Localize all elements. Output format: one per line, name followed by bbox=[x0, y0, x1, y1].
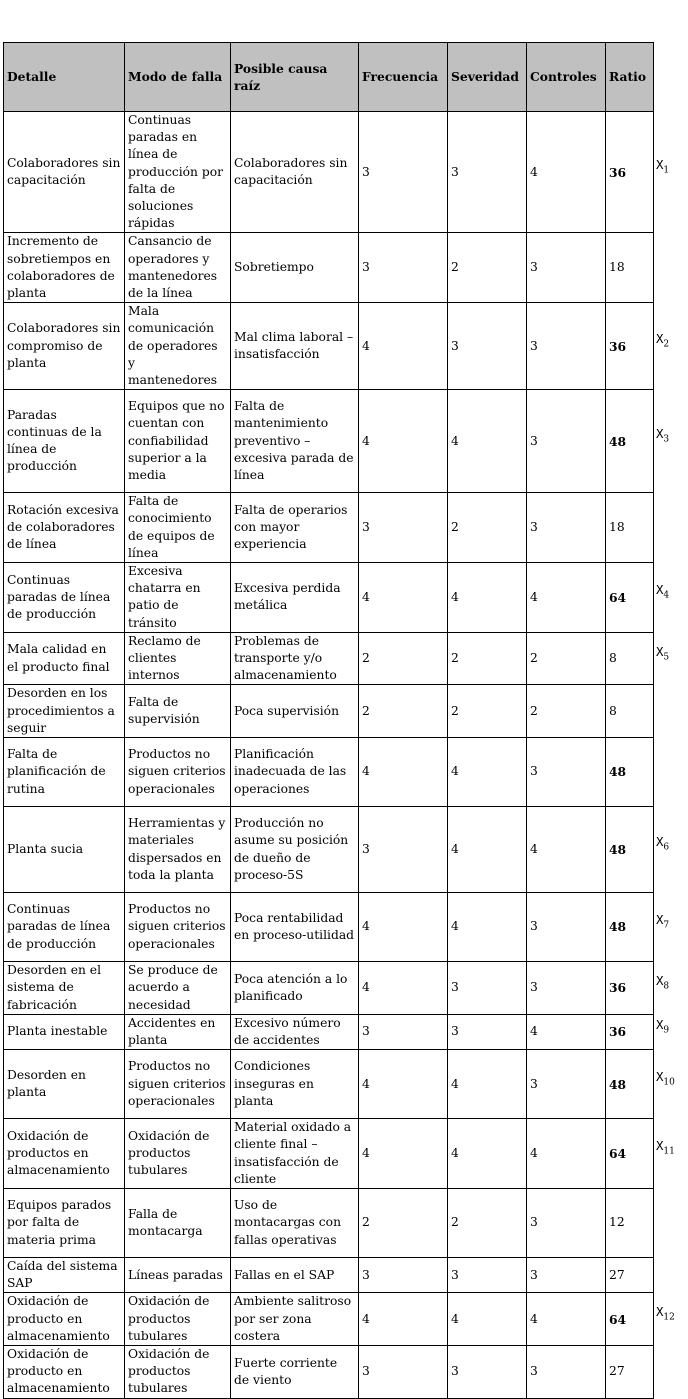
cell-modo: Accidentes en planta bbox=[125, 1014, 231, 1049]
cell-frecuencia: 2 bbox=[359, 1188, 448, 1257]
cell-causa: Colaboradores sin capacitación bbox=[231, 112, 359, 233]
row-mark-letter: X bbox=[656, 426, 664, 441]
cell-detalle: Equipos parados por falta de materia prima bbox=[4, 1188, 125, 1257]
row-mark-index: 5 bbox=[663, 651, 670, 662]
cell-detalle: Caída del sistema SAP bbox=[4, 1257, 125, 1292]
cell-controles: 2 bbox=[527, 632, 606, 685]
cell-severidad: 4 bbox=[448, 738, 527, 807]
row-mark-index: 6 bbox=[663, 842, 670, 853]
cell-causa: Mal clima laboral – insatisfacción bbox=[231, 303, 359, 390]
cell-ratio: 12 bbox=[606, 1188, 654, 1257]
cell-detalle: Desorden en planta bbox=[4, 1050, 125, 1119]
cell-ratio: 27 bbox=[606, 1345, 654, 1398]
table-row bbox=[4, 493, 654, 563]
row-mark-letter: X bbox=[656, 644, 664, 659]
cell-severidad: 4 bbox=[448, 563, 527, 633]
cell-severidad: 2 bbox=[448, 233, 527, 303]
cell-frecuencia: 3 bbox=[359, 112, 448, 233]
row-mark-x3 bbox=[656, 427, 669, 444]
cell-controles: 4 bbox=[527, 1119, 606, 1189]
table-row bbox=[4, 962, 654, 1015]
row-mark-letter: X bbox=[656, 583, 664, 597]
cell-severidad: 4 bbox=[448, 1050, 527, 1119]
cell-severidad: 2 bbox=[448, 632, 527, 685]
row-mark-letter: X bbox=[656, 835, 664, 849]
cell-detalle: Continuas paradas de línea de producción bbox=[4, 563, 125, 633]
cell-ratio: 36 bbox=[606, 303, 654, 390]
cell-controles: 3 bbox=[527, 1188, 606, 1257]
row-mark-x1 bbox=[656, 158, 669, 175]
cell-ratio: 48 bbox=[606, 893, 654, 962]
cell-causa: Producción no asume su posición de dueño de proceso-5S bbox=[231, 807, 359, 893]
table-row bbox=[4, 1050, 654, 1119]
cell-causa: Excesiva perdida metálica bbox=[231, 563, 359, 633]
header-ratio: Ratio bbox=[606, 43, 654, 112]
cell-modo: Falta de supervisión bbox=[125, 685, 231, 738]
cell-severidad: 4 bbox=[448, 893, 527, 962]
cell-modo: Cansancio de operadores y mantenedores de la línea bbox=[125, 233, 231, 303]
table-header-row bbox=[4, 43, 654, 112]
cell-severidad: 2 bbox=[448, 493, 527, 563]
cell-detalle: Incremento de sobretiempos en colaboradores de planta bbox=[4, 233, 125, 303]
cell-causa: Sobretiempo bbox=[231, 233, 359, 303]
table-row bbox=[4, 632, 654, 685]
cell-frecuencia: 3 bbox=[359, 807, 448, 893]
cell-modo: Falta de conocimiento de equipos de línea bbox=[125, 493, 231, 563]
cell-controles: 3 bbox=[527, 1345, 606, 1398]
cell-ratio: 27 bbox=[606, 1257, 654, 1292]
table-row bbox=[4, 1188, 654, 1257]
cell-detalle: Desorden en los procedimientos a seguir bbox=[4, 685, 125, 738]
cell-detalle: Colaboradores sin compromiso de planta bbox=[4, 303, 125, 390]
cell-severidad: 3 bbox=[448, 962, 527, 1015]
cell-modo: Se produce de acuerdo a necesidad bbox=[125, 962, 231, 1015]
cell-controles: 3 bbox=[527, 738, 606, 807]
table-row bbox=[4, 807, 654, 893]
cell-modo: Productos no siguen criterios operacionales bbox=[125, 738, 231, 807]
row-mark-x5 bbox=[656, 645, 669, 662]
cell-detalle: Desorden en el sistema de fabricación bbox=[4, 962, 125, 1015]
cell-causa: Planificación inadecuada de las operaciones bbox=[231, 738, 359, 807]
cell-severidad: 2 bbox=[448, 685, 527, 738]
cell-frecuencia: 4 bbox=[359, 303, 448, 390]
row-mark-letter: X bbox=[656, 1139, 664, 1153]
cell-frecuencia: 4 bbox=[359, 563, 448, 633]
cell-frecuencia: 3 bbox=[359, 1257, 448, 1292]
row-mark-x12 bbox=[656, 1305, 675, 1322]
cell-frecuencia: 3 bbox=[359, 1345, 448, 1398]
cell-controles: 4 bbox=[527, 807, 606, 893]
row-mark-index: 11 bbox=[663, 1146, 675, 1157]
row-mark-x4 bbox=[656, 583, 669, 600]
cell-frecuencia: 4 bbox=[359, 1050, 448, 1119]
cell-ratio: 8 bbox=[606, 685, 654, 738]
cell-ratio: 64 bbox=[606, 563, 654, 633]
cell-ratio: 64 bbox=[606, 1293, 654, 1346]
row-mark-letter: X bbox=[656, 331, 664, 346]
cell-ratio: 48 bbox=[606, 1050, 654, 1119]
cell-modo: Continuas paradas en línea de producción por falta de soluciones rápidas bbox=[125, 112, 231, 233]
header-controles: Controles bbox=[527, 43, 606, 112]
cell-detalle: Paradas continuas de la línea de producción bbox=[4, 390, 125, 493]
cell-frecuencia: 4 bbox=[359, 962, 448, 1015]
cell-controles: 3 bbox=[527, 303, 606, 390]
row-mark-x6 bbox=[656, 835, 669, 852]
cell-controles: 3 bbox=[527, 1050, 606, 1119]
row-mark-x2 bbox=[656, 332, 669, 349]
cell-causa: Falta de operarios con mayor experiencia bbox=[231, 493, 359, 563]
table-row bbox=[4, 303, 654, 390]
cell-causa: Uso de montacargas con fallas operativas bbox=[231, 1188, 359, 1257]
cell-causa: Fallas en el SAP bbox=[231, 1257, 359, 1292]
cell-modo: Mala comunicación de operadores y mantenedores bbox=[125, 303, 231, 390]
cell-severidad: 3 bbox=[448, 112, 527, 233]
cell-frecuencia: 3 bbox=[359, 1014, 448, 1049]
cell-causa: Poca atención a lo planificado bbox=[231, 962, 359, 1015]
cell-modo: Falla de montacarga bbox=[125, 1188, 231, 1257]
cell-frecuencia: 4 bbox=[359, 1119, 448, 1189]
cell-ratio: 36 bbox=[606, 962, 654, 1015]
cell-modo: Herramientas y materiales dispersados en toda la planta bbox=[125, 807, 231, 893]
cell-controles: 3 bbox=[527, 962, 606, 1015]
table-row bbox=[4, 1014, 654, 1049]
row-mark-letter: X bbox=[656, 1304, 664, 1319]
cell-severidad: 3 bbox=[448, 1345, 527, 1398]
cell-modo: Productos no siguen criterios operacionales bbox=[125, 1050, 231, 1119]
row-mark-index: 7 bbox=[663, 919, 670, 930]
cell-ratio: 48 bbox=[606, 390, 654, 493]
cell-severidad: 2 bbox=[448, 1188, 527, 1257]
cell-controles: 3 bbox=[527, 1257, 606, 1292]
table-row bbox=[4, 1257, 654, 1292]
cell-detalle: Mala calidad en el producto final bbox=[4, 632, 125, 685]
cell-controles: 3 bbox=[527, 493, 606, 563]
cell-detalle: Rotación excesiva de colaboradores de línea bbox=[4, 493, 125, 563]
table-row bbox=[4, 1119, 654, 1189]
cell-detalle: Oxidación de productos en almacenamiento bbox=[4, 1119, 125, 1189]
cell-ratio: 18 bbox=[606, 233, 654, 303]
header-detalle: Detalle bbox=[4, 43, 125, 112]
cell-modo: Productos no siguen criterios operacionales bbox=[125, 893, 231, 962]
cell-causa: Excesivo número de accidentes bbox=[231, 1014, 359, 1049]
table-row bbox=[4, 738, 654, 807]
cell-modo: Oxidación de productos tubulares bbox=[125, 1119, 231, 1189]
table-row bbox=[4, 563, 654, 633]
header-modo-de-falla: Modo de falla bbox=[125, 43, 231, 112]
cell-detalle: Planta inestable bbox=[4, 1014, 125, 1049]
row-mark-x11 bbox=[656, 1139, 675, 1156]
row-mark-letter: X bbox=[656, 912, 664, 927]
row-mark-index: 9 bbox=[663, 1024, 670, 1035]
cell-controles: 4 bbox=[527, 112, 606, 233]
cell-controles: 2 bbox=[527, 685, 606, 738]
cell-controles: 3 bbox=[527, 233, 606, 303]
cell-ratio: 18 bbox=[606, 493, 654, 563]
table-body bbox=[4, 112, 654, 1399]
table-row bbox=[4, 1345, 654, 1398]
cell-severidad: 4 bbox=[448, 807, 527, 893]
cell-controles: 4 bbox=[527, 1014, 606, 1049]
cell-ratio: 48 bbox=[606, 738, 654, 807]
cell-causa: Material oxidado a cliente final – insatisfacción de cliente bbox=[231, 1119, 359, 1189]
fmea-table bbox=[3, 42, 654, 1399]
cell-causa: Poca supervisión bbox=[231, 685, 359, 738]
cell-severidad: 4 bbox=[448, 390, 527, 493]
cell-detalle: Falta de planificación de rutina bbox=[4, 738, 125, 807]
cell-controles: 4 bbox=[527, 1293, 606, 1346]
row-mark-x9 bbox=[656, 1018, 669, 1035]
table-row bbox=[4, 685, 654, 738]
cell-frecuencia: 2 bbox=[359, 632, 448, 685]
cell-controles: 3 bbox=[527, 390, 606, 493]
row-mark-x10 bbox=[656, 1070, 675, 1087]
row-mark-index: 4 bbox=[663, 590, 670, 601]
row-mark-index: 8 bbox=[663, 980, 670, 991]
cell-frecuencia: 2 bbox=[359, 685, 448, 738]
cell-severidad: 4 bbox=[448, 1293, 527, 1346]
cell-ratio: 36 bbox=[606, 112, 654, 233]
cell-detalle: Oxidación de producto en almacenamiento bbox=[4, 1345, 125, 1398]
row-mark-index: 10 bbox=[663, 1076, 675, 1087]
cell-controles: 3 bbox=[527, 893, 606, 962]
cell-causa: Poca rentabilidad en proceso-utilidad bbox=[231, 893, 359, 962]
cell-detalle: Continuas paradas de línea de producción bbox=[4, 893, 125, 962]
cell-causa: Falta de mantenimiento preventivo – excesiva parada de línea bbox=[231, 390, 359, 493]
table-row bbox=[4, 1293, 654, 1346]
table-row bbox=[4, 390, 654, 493]
row-mark-index: 1 bbox=[663, 164, 670, 175]
row-mark-index: 12 bbox=[663, 1311, 675, 1322]
cell-frecuencia: 4 bbox=[359, 1293, 448, 1346]
row-mark-letter: X bbox=[656, 1069, 664, 1084]
cell-frecuencia: 4 bbox=[359, 893, 448, 962]
cell-controles: 4 bbox=[527, 563, 606, 633]
row-mark-x8 bbox=[656, 974, 669, 991]
cell-detalle: Oxidación de producto en almacenamiento bbox=[4, 1293, 125, 1346]
cell-modo: Equipos que no cuentan con confiabilidad superior a la media bbox=[125, 390, 231, 493]
cell-modo: Oxidación de productos tubulares bbox=[125, 1345, 231, 1398]
header-posible-causa-raiz: Posible causa raíz bbox=[231, 43, 359, 112]
cell-causa: Condiciones inseguras en planta bbox=[231, 1050, 359, 1119]
cell-severidad: 4 bbox=[448, 1119, 527, 1189]
row-mark-letter: X bbox=[656, 157, 664, 172]
row-mark-letter: X bbox=[656, 973, 664, 988]
row-mark-x7 bbox=[656, 913, 669, 930]
cell-frecuencia: 4 bbox=[359, 390, 448, 493]
cell-ratio: 48 bbox=[606, 807, 654, 893]
cell-severidad: 3 bbox=[448, 1257, 527, 1292]
cell-modo: Oxidación de productos tubulares bbox=[125, 1293, 231, 1346]
row-mark-letter: X bbox=[656, 1017, 664, 1032]
cell-causa: Ambiente salitroso por ser zona costera bbox=[231, 1293, 359, 1346]
header-severidad: Severidad bbox=[448, 43, 527, 112]
cell-modo: Líneas paradas bbox=[125, 1257, 231, 1292]
cell-causa: Fuerte corriente de viento bbox=[231, 1345, 359, 1398]
header-frecuencia: Frecuencia bbox=[359, 43, 448, 112]
cell-modo: Excesiva chatarra en patio de tránsito bbox=[125, 563, 231, 633]
cell-modo: Reclamo de clientes internos bbox=[125, 632, 231, 685]
cell-severidad: 3 bbox=[448, 1014, 527, 1049]
cell-frecuencia: 3 bbox=[359, 233, 448, 303]
row-mark-index: 3 bbox=[663, 433, 670, 444]
cell-frecuencia: 4 bbox=[359, 738, 448, 807]
cell-causa: Problemas de transporte y/o almacenamiento bbox=[231, 632, 359, 685]
table-row bbox=[4, 112, 654, 233]
cell-ratio: 8 bbox=[606, 632, 654, 685]
cell-frecuencia: 3 bbox=[359, 493, 448, 563]
cell-ratio: 64 bbox=[606, 1119, 654, 1189]
row-mark-index: 2 bbox=[663, 338, 670, 349]
table-row bbox=[4, 893, 654, 962]
cell-detalle: Colaboradores sin capacitación bbox=[4, 112, 125, 233]
table-row bbox=[4, 233, 654, 303]
cell-detalle: Planta sucia bbox=[4, 807, 125, 893]
cell-ratio: 36 bbox=[606, 1014, 654, 1049]
cell-severidad: 3 bbox=[448, 303, 527, 390]
